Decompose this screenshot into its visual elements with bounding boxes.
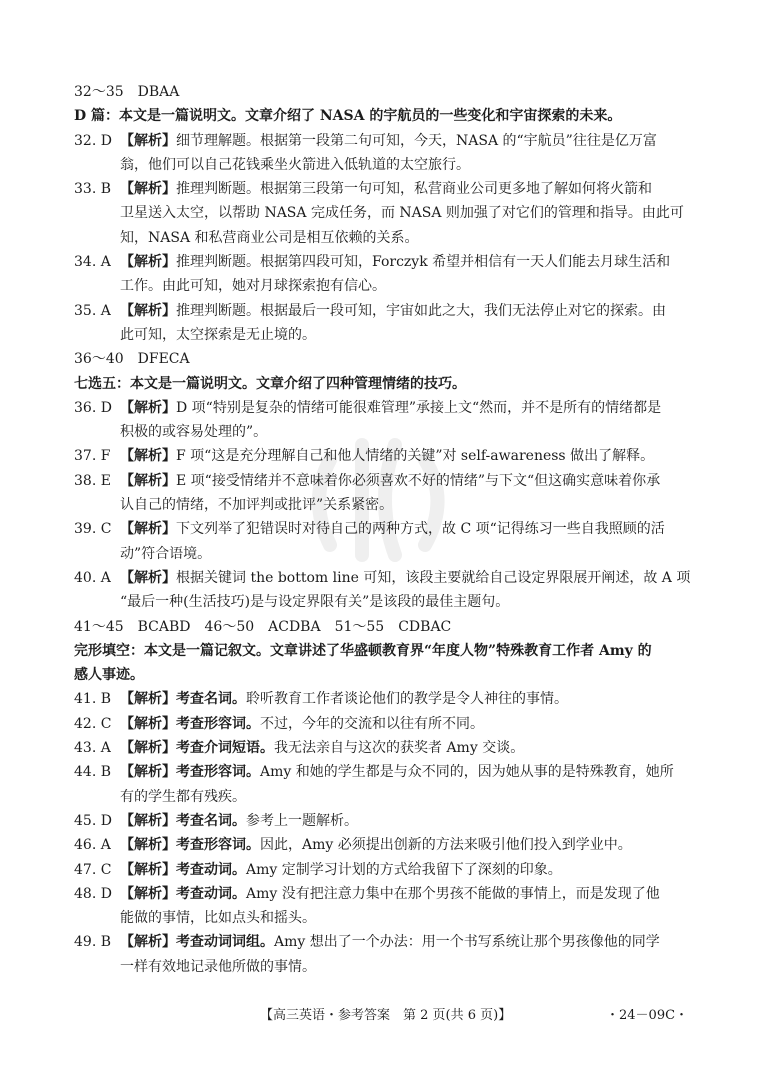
explanation-line: 根据关键词 the bottom line 可知，该段主要就给自己设定界限展开阐述，故 A 项 [176, 569, 691, 586]
footer-page-info: 【高三英语・参考答案 第 2 页(共 6 页)】 [260, 1008, 512, 1023]
analysis-tag: 【解析】 [120, 861, 176, 878]
item-number: 47. C [74, 861, 112, 878]
analysis-tag: 【解析】 [120, 181, 176, 198]
footer-code: ・24－09C・ [606, 1008, 689, 1023]
answer-item-39 [74, 517, 696, 541]
item-number: 49. B [74, 934, 112, 951]
analysis-tag: 【解析】 [120, 399, 176, 416]
item-number: 45. D [74, 812, 112, 829]
cloze-heading-cont: 感人事迹。 [74, 667, 144, 684]
answer-item-36 [74, 396, 696, 420]
explanation-line: 根据第四段可知，Forczyk 希望并相信有一天人们能去月球生活和 [260, 254, 671, 271]
explanation-line: 动”符合语境。 [120, 545, 212, 562]
analysis-tag: 【解析】 [120, 132, 176, 149]
analysis-tag: 【解析】 [120, 521, 176, 538]
analysis-tag: 【解析】 [120, 764, 176, 781]
question-type: 考查介词短语。 [176, 740, 274, 757]
item-number: 48. D [74, 885, 112, 902]
explanation-line: 翁，他们可以自己花钱乘坐火箭进入低轨道的太空旅行。 [120, 156, 470, 173]
analysis-tag: 【解析】 [120, 740, 176, 757]
analysis-tag: 【解析】 [120, 569, 176, 586]
item-number: 32. D [74, 132, 112, 149]
item-number: 38. E [74, 472, 111, 489]
item-number: 44. B [74, 764, 112, 781]
question-type: 推理判断题。 [176, 254, 260, 271]
question-type: 推理判断题。 [176, 181, 260, 198]
answer-group-41-55: 41～45 BCABD 46～50 ACDBA 51～55 CDBAC [74, 618, 452, 635]
answer-item-43 [74, 736, 696, 760]
answer-item-49 [74, 930, 696, 954]
explanation-line: E 项“接受情绪并不意味着你必须喜欢不好的情绪”与下文“但这确实意味着你承 [176, 472, 661, 489]
item-number: 34. A [74, 254, 111, 271]
explanation-line: 聆听教育工作者谈论他们的教学是令人神往的事情。 [246, 691, 568, 708]
passage-d-heading: D 篇：本文是一篇说明文。文章介绍了 NASA 的宇航员的一些变化和宇宙探索的未来。 [74, 108, 622, 125]
explanation-line: Amy 想出了一个办法：用一个书写系统让那个男孩像他的同学 [274, 934, 660, 951]
explanation-line: 知，NASA 和私营商业公司是相互依赖的关系。 [120, 229, 419, 246]
question-type: 考查形容词。 [176, 837, 260, 854]
explanation-line: 因此，Amy 必须提出创新的方法来吸引他们投入到学业中。 [260, 837, 632, 854]
answer-item-46 [74, 833, 696, 857]
explanation-line: F 项“这是充分理解自己和他人情绪的关键”对 self-awareness 做出了解释。 [176, 448, 655, 465]
answer-item-32 [74, 129, 696, 153]
analysis-tag: 【解析】 [120, 837, 176, 854]
question-type: 考查动词。 [176, 885, 246, 902]
answer-item-40 [74, 566, 696, 590]
explanation-line: 有的学生都有残疾。 [120, 788, 246, 805]
analysis-tag: 【解析】 [120, 934, 176, 951]
explanation-line: Amy 定制学习计划的方式给我留下了深刻的印象。 [246, 861, 562, 878]
answer-item-34 [74, 250, 696, 274]
question-type: 细节理解题。 [176, 132, 260, 149]
question-type: 考查形容词。 [176, 764, 260, 781]
seven-choose-five-heading: 七选五：本文是一篇说明文。文章介绍了四种管理情绪的技巧。 [74, 375, 466, 392]
item-number: 41. B [74, 691, 112, 708]
answer-item-48 [74, 882, 696, 906]
cloze-heading: 完形填空：本文是一篇记叙文。文章讲述了华盛顿教育界“年度人物”特殊教育工作者 Amy 的 [74, 642, 652, 659]
explanation-line: D 项“特别是复杂的情绪可能很难管理”承接上文“然而，并不是所有的情绪都是 [176, 399, 662, 416]
analysis-tag: 【解析】 [120, 472, 176, 489]
answer-item-41 [74, 687, 696, 711]
item-number: 33. B [74, 181, 112, 198]
analysis-tag: 【解析】 [120, 691, 176, 708]
explanation-line: 我无法亲自与这次的获奖者 Amy 交谈。 [274, 740, 525, 757]
question-type: 考查动词词组。 [176, 934, 274, 951]
item-number: 35. A [74, 302, 111, 319]
explanation-line: 工作。由此可知，她对月球探索抱有信心。 [120, 278, 386, 295]
item-number: 36. D [74, 399, 112, 416]
analysis-tag: 【解析】 [120, 812, 176, 829]
item-number: 46. A [74, 837, 111, 854]
analysis-tag: 【解析】 [120, 254, 176, 271]
item-number: 43. A [74, 740, 111, 757]
explanation-line: 能做的事情，比如点头和摇头。 [120, 910, 316, 927]
explanation-line: Amy 和她的学生都是与众不同的，因为她从事的是特殊教育，她所 [260, 764, 674, 781]
explanation-line: 根据第三段第一句可知，私营商业公司更多地了解如何将火箭和 [260, 181, 652, 198]
analysis-tag: 【解析】 [120, 885, 176, 902]
answer-item-33 [74, 177, 696, 201]
explanation-line: Amy 没有把注意力集中在那个男孩不能做的事情上，而是发现了他 [246, 885, 660, 902]
question-type: 考查名词。 [176, 812, 246, 829]
answer-item-38 [74, 469, 696, 493]
explanation-line: 认自己的情绪，不加评判或批评”关系紧密。 [120, 497, 394, 514]
explanation-line: 根据最后一段可知，宇宙如此之大，我们无法停止对它的探索。由 [260, 302, 666, 319]
answer-item-37 [74, 444, 696, 468]
item-number: 40. A [74, 569, 111, 586]
answer-item-45 [74, 809, 696, 833]
explanation-line: 根据第一段第二句可知，今天，NASA 的“宇航员”往往是亿万富 [260, 132, 657, 149]
explanation-line: 此可知，太空探索是无止境的。 [120, 326, 316, 343]
answer-item-35 [74, 299, 696, 323]
question-type: 推理判断题。 [176, 302, 260, 319]
analysis-tag: 【解析】 [120, 448, 176, 465]
answer-item-47 [74, 858, 696, 882]
item-number: 39. C [74, 521, 112, 538]
item-number: 42. C [74, 715, 112, 732]
question-type: 考查动词。 [176, 861, 246, 878]
question-type: 考查形容词。 [176, 715, 260, 732]
explanation-line: 下文列举了犯错误时对待自己的两种方式，故 C 项“记得练习一些自我照顾的活 [176, 521, 665, 538]
explanation-line: 积极的或容易处理的”。 [120, 424, 268, 441]
answer-content [74, 80, 696, 979]
explanation-line: “最后一种(生活技巧)是与设定界限有关”是该段的最佳主题句。 [120, 594, 510, 611]
answer-item-44 [74, 760, 696, 784]
explanation-line: 参考上一题解析。 [246, 812, 358, 829]
explanation-line: 不过，今年的交流和以往有所不同。 [260, 715, 484, 732]
answer-group-36-40: 36～40 DFECA [74, 351, 190, 368]
explanation-line: 卫星送入太空，以帮助 NASA 完成任务，而 NASA 则加强了对它们的管理和指导。由此可 [120, 205, 684, 222]
analysis-tag: 【解析】 [120, 302, 176, 319]
answer-item-42 [74, 712, 696, 736]
analysis-tag: 【解析】 [120, 715, 176, 732]
explanation-line: 一样有效地记录他所做的事情。 [120, 958, 316, 975]
item-number: 37. F [74, 448, 111, 465]
question-type: 考查名词。 [176, 691, 246, 708]
answer-group-32-35: 32～35 DBAA [74, 84, 180, 100]
